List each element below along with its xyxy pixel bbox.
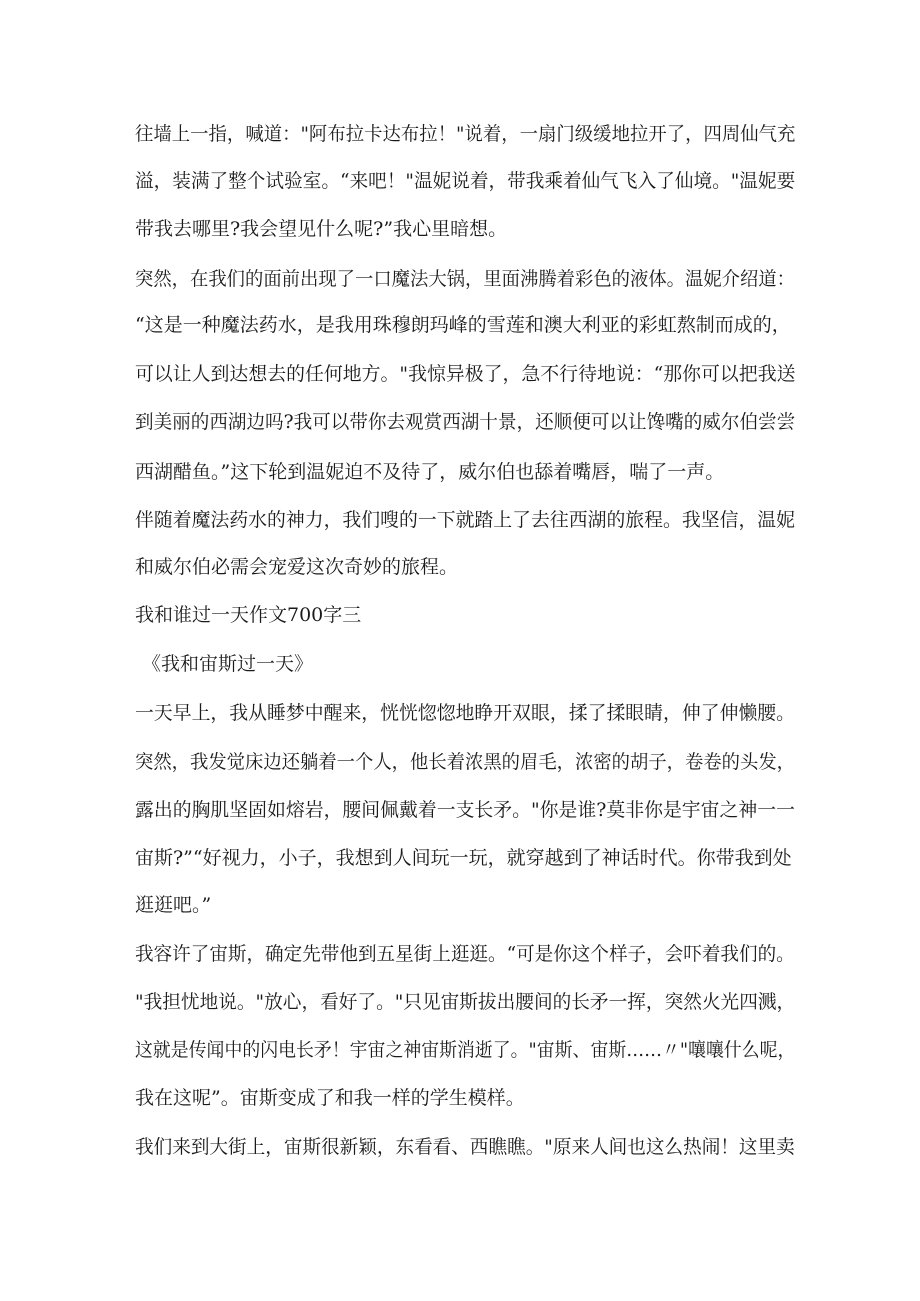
text-line: 这就是传闻中的闪电长矛！宇宙之神宙斯消逝了。"宙斯、宙斯……〃"嚷嚷什么呢， [135, 1039, 796, 1061]
text-line: 露出的胸肌坚固如熔岩，腰间佩戴着一支长矛。"你是谁?莫非你是宇宙之神一一 [135, 799, 795, 821]
text-line: 突然，我发觉床边还躺着一个人，他长着浓黑的眉毛，浓密的胡子，卷卷的头发， [135, 751, 796, 773]
text-line: 和威尔伯必需会宠爱这次奇妙的旅程。 [135, 556, 459, 578]
text-line: 我容许了宙斯，确定先带他到五星街上逛逛。“可是你这个样子，会吓着我们的。 [135, 943, 795, 965]
text-line: 带我去哪里?我会望见什么呢?”我心里暗想。 [135, 218, 508, 240]
text-line: 可以让人到达想去的任何地方。"我惊异极了，急不行待地说：“那你可以把我送 [135, 363, 796, 385]
text-line: 我们来到大街上，宙斯很新颖，东看看、西瞧瞧。"原来人间也这么热闹！这里卖 [135, 1136, 795, 1158]
essay-title: 《我和宙斯过一天》 [142, 653, 314, 675]
text-line: 伴随着魔法药水的神力，我们嗖的一下就踏上了去往西湖的旅程。我坚信，温妮 [135, 509, 796, 531]
text-line: 到美丽的西湖边吗?我可以带你去观赏西湖十景，还顺便可以让馋嘴的威尔伯尝尝 [135, 411, 796, 433]
text-line: "我担忧地说。"放心，看好了。"只见宙斯拔出腰间的长矛一挥，突然火光四溅， [135, 991, 796, 1013]
section-heading: 我和谁过一天作文700字三 [135, 604, 362, 626]
text-line: 一天早上，我从睡梦中醒来，恍恍惚惚地睁开双眼，揉了揉眼睛，伸了伸懒腰。 [135, 702, 796, 724]
text-line: 我在这呢”。宙斯变成了和我一样的学生模样。 [135, 1087, 525, 1109]
text-line: 西湖醋鱼。”这下轮到温妮迫不及待了，威尔伯也舔着嘴唇，喘了一声。 [135, 461, 725, 483]
text-line: 逛逛吧。” [135, 894, 212, 916]
text-line: 宙斯?”“好视力，小子，我想到人间玩一玩，就穿越到了神话时代。你带我到处 [135, 847, 792, 869]
text-line: 突然，在我们的面前出现了一口魔法大锅，里面沸腾着彩色的液体。温妮介绍道： [135, 268, 796, 290]
text-line: “这是一种魔法药水，是我用珠穆朗玛峰的雪莲和澳大利亚的彩虹熬制而成的， [135, 314, 791, 336]
text-line: 往墙上一指，喊道："阿布拉卡达布拉！"说着，一扇门级缓地拉开了，四周仙气充 [135, 123, 796, 145]
text-line: 溢，装满了整个试验室。“来吧！"温妮说着，带我乘着仙气飞入了仙境。"温妮要 [135, 170, 796, 192]
